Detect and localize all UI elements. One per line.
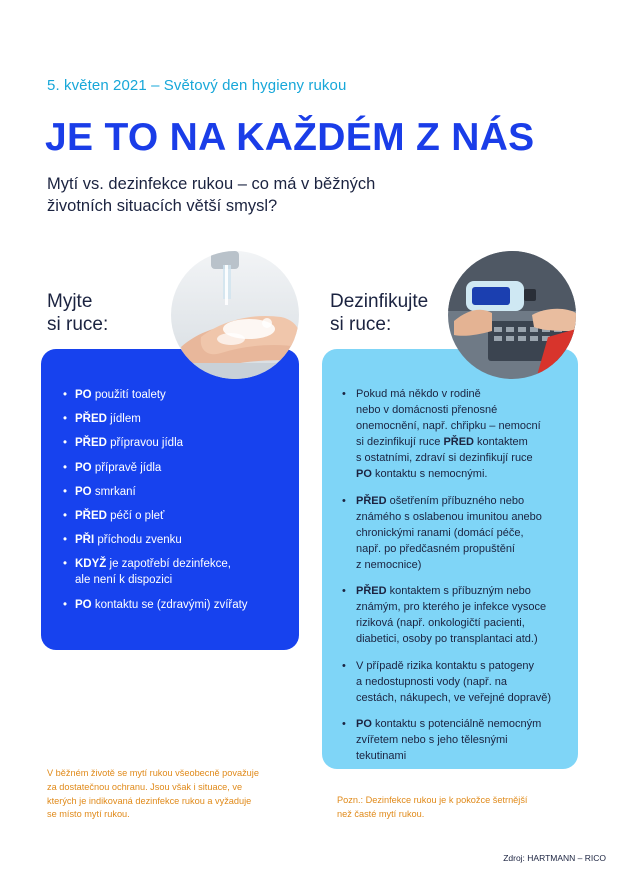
note-line: V běžném životě se mytí rukou všeobecně považuje	[47, 768, 259, 778]
item-text: ošetřením příbuzného nebo	[386, 494, 525, 507]
disinfect-title-line: Dezinfikujte	[330, 291, 429, 312]
disinfect-item-line	[356, 434, 566, 450]
disinfect-item-line	[356, 493, 566, 509]
wash-item-line	[75, 532, 285, 548]
page-title: JE TO NA KAŽDÉM Z NÁS	[45, 116, 535, 159]
item-text: kontaktu se (zdravými) zvířaty	[91, 598, 248, 611]
source-credit: Zdroj: HARTMANN – RICO	[503, 853, 606, 863]
disinfect-item-line	[356, 418, 566, 434]
item-text: je zapotřebí dezinfekce,	[106, 558, 231, 571]
wash-item-line	[75, 597, 285, 613]
item-text: nebo v domácnosti přenosné	[356, 404, 498, 416]
item-text: V případě rizika kontaktu s patogeny	[356, 659, 534, 672]
item-text: zvířetem nebo s jeho tělesnými	[356, 734, 508, 747]
disinfect-item-line	[356, 658, 566, 674]
disinfect-item-line	[356, 466, 566, 482]
item-text: cestách, nákupech, ve veřejné dopravě)	[356, 691, 552, 704]
item-text: např. po předčasném propuštění	[356, 542, 515, 555]
item-text: péčí o pleť	[106, 509, 165, 522]
bullet-icon: •	[342, 494, 346, 507]
disinfect-title-line: si ruce:	[330, 314, 392, 335]
item-text: známým, pro kterého je infekce vysoce	[356, 601, 547, 614]
disinfect-list-item	[342, 386, 566, 482]
disinfect-item-line	[356, 402, 566, 418]
disinfect-item-line	[356, 525, 566, 541]
item-text: riziková (např. onkologičtí pacienti,	[356, 617, 525, 630]
lead-question	[47, 173, 447, 217]
disinfect-list-item	[342, 493, 566, 573]
wash-item-line	[75, 508, 285, 524]
item-text: Pokud má někdo v rodině	[356, 388, 481, 400]
bullet-icon: •	[63, 461, 68, 474]
wash-item-line	[75, 435, 285, 451]
bullet-icon: •	[63, 389, 68, 401]
disinfect-card	[322, 349, 578, 769]
hand-sanitizer-photo	[448, 251, 576, 379]
wash-list-item	[63, 508, 285, 524]
hand-washing-photo	[171, 251, 299, 379]
wash-item-line	[75, 411, 285, 427]
note-line: kterých je indikovaná dezinfekce rukou a vyžaduje	[47, 795, 252, 806]
bullet-icon: •	[63, 598, 68, 611]
item-text: přípravě jídla	[91, 461, 162, 474]
keyword: PO	[356, 468, 372, 480]
disinfect-list	[342, 386, 566, 764]
wash-list-item	[63, 532, 285, 548]
item-text: diabetici, osoby po transplantaci atd.)	[356, 633, 538, 646]
keyword: PO	[356, 718, 372, 731]
bullet-icon: •	[63, 413, 68, 426]
wash-section-title	[47, 290, 108, 336]
item-text: a nedostupnosti vody (např. na	[356, 675, 508, 688]
disinfect-item-line	[356, 690, 566, 706]
note-disinfection-gentler	[337, 794, 527, 822]
disinfect-item-line	[356, 716, 566, 732]
wash-list-item	[63, 460, 285, 476]
lead-line: životních situacích větší smysl?	[47, 197, 278, 215]
keyword: PŘED	[443, 436, 474, 448]
disinfect-item-line	[356, 583, 566, 599]
wash-card	[41, 349, 299, 650]
keyword: PŘED	[356, 585, 387, 598]
item-text: známého s oslabenou imunitou anebo	[356, 510, 542, 523]
item-text: tekutinami	[356, 750, 407, 763]
disinfect-item-line	[356, 732, 566, 748]
wash-item-line	[75, 484, 285, 500]
wash-list	[63, 387, 285, 613]
keyword: PŘED	[75, 413, 107, 426]
wash-list-item	[63, 597, 285, 613]
disinfect-item-line	[356, 557, 566, 573]
wash-item-line	[75, 387, 285, 403]
wash-list-item	[63, 411, 285, 427]
note-line: než časté mytí rukou.	[337, 808, 425, 819]
disinfect-item-line	[356, 541, 566, 557]
item-text: chronickými ranami (domácí péče,	[356, 526, 524, 539]
bullet-icon: •	[342, 585, 346, 598]
disinfect-list-item	[342, 716, 566, 764]
date-line: 5. květen 2021 – Světový den hygieny rukou	[47, 77, 347, 94]
disinfect-item-line	[356, 615, 566, 631]
keyword: PO	[75, 389, 92, 401]
disinfect-item-line	[356, 450, 566, 466]
item-text: kontaktu s potenciálně nemocným	[371, 718, 542, 731]
keyword: PO	[75, 485, 92, 498]
wash-title-line: Myjte	[47, 291, 93, 312]
bullet-icon: •	[63, 437, 68, 450]
item-text: smrkaní	[91, 485, 136, 498]
disinfect-section-title	[330, 290, 428, 336]
bullet-icon: •	[63, 485, 68, 498]
wash-item-line	[75, 556, 285, 572]
item-text: použití toalety	[91, 389, 166, 401]
keyword: PŘED	[75, 509, 107, 522]
item-text: kontaktu s nemocnými.	[371, 468, 488, 480]
bullet-icon: •	[63, 509, 68, 522]
lead-line: Mytí vs. dezinfekce rukou – co má v běžných	[47, 175, 376, 193]
disinfect-list-item	[342, 658, 566, 706]
keyword: KDYŽ	[75, 558, 107, 571]
keyword: PŘED	[75, 437, 107, 450]
bullet-icon: •	[342, 388, 346, 400]
disinfect-list-item	[342, 583, 566, 647]
disinfect-item-line	[356, 674, 566, 690]
wash-list-item	[63, 435, 285, 451]
item-text: příchodu zvenku	[94, 534, 182, 547]
item-text: kontaktem	[474, 436, 528, 448]
disinfect-item-line	[356, 599, 566, 615]
wash-list-item	[63, 556, 285, 588]
keyword: PŘI	[75, 534, 95, 547]
wash-list-item	[63, 484, 285, 500]
item-text: přípravou jídla	[106, 437, 184, 450]
disinfect-item-line	[356, 631, 566, 647]
wash-item-line	[75, 460, 285, 476]
wash-title-line: si ruce:	[47, 314, 109, 335]
bullet-icon: •	[342, 718, 346, 731]
wash-item-line: ale není k dispozici	[75, 574, 173, 587]
note-line: Pozn.: Dezinfekce rukou je k pokožce šetrnější	[337, 795, 528, 805]
keyword: PO	[75, 461, 92, 474]
item-text: onemocnění, např. chřipku – nemocní	[356, 420, 541, 432]
note-everyday-washing	[47, 767, 259, 822]
note-line: se místo mytí rukou.	[47, 809, 130, 820]
bullet-icon: •	[63, 558, 68, 571]
item-text: si dezinfikují ruce	[356, 436, 444, 448]
bullet-icon: •	[342, 659, 346, 672]
wash-list-item	[63, 387, 285, 403]
disinfect-item-line	[356, 748, 566, 764]
disinfect-item-line	[356, 509, 566, 525]
keyword: PŘED	[356, 494, 387, 507]
item-text: kontaktem s příbuzným nebo	[386, 585, 531, 598]
bullet-icon: •	[63, 534, 68, 547]
disinfect-item-line	[356, 386, 566, 402]
item-text: jídlem	[106, 413, 141, 426]
keyword: PO	[75, 598, 92, 611]
item-text: z nemocnice)	[356, 558, 422, 571]
note-line: za dostatečnou ochranu. Jsou však i situace, ve	[47, 781, 243, 792]
item-text: s ostatními, zdraví si dezinfikují ruce	[356, 452, 533, 464]
